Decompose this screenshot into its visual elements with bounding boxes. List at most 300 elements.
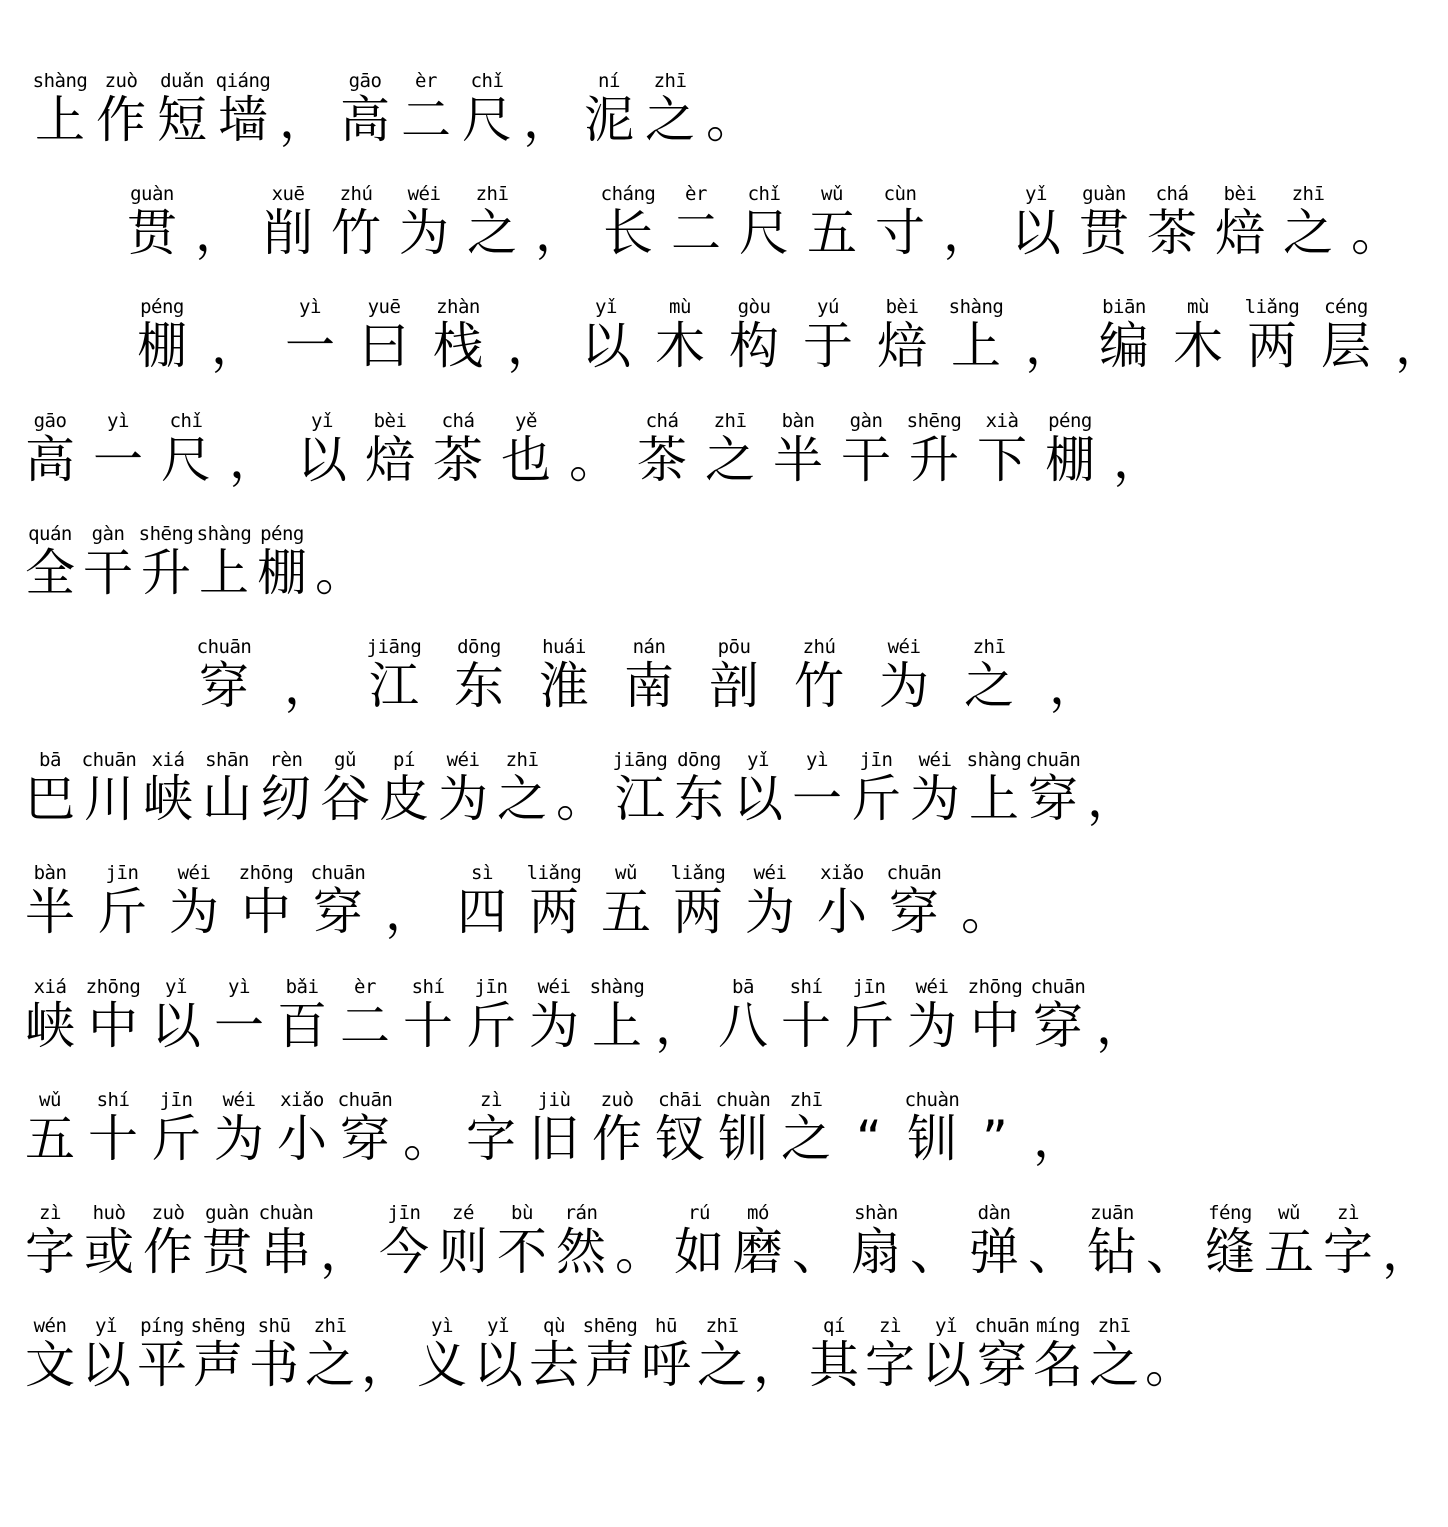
pinyin-annotation: guàn: [130, 183, 174, 206]
pinyin-annotation: jīn: [159, 1088, 193, 1111]
pinyin-annotation: chǐ: [747, 183, 781, 206]
character-token: [536, 634, 592, 744]
pinyin-annotation: jīn: [387, 1202, 421, 1224]
pinyin-annotation: dōng: [677, 749, 721, 772]
punctuation-glyph: ，: [507, 317, 557, 376]
hanzi-character: 上: [969, 770, 1019, 829]
pinyin-annotation: wéi: [446, 749, 480, 772]
pinyin-annotation: gòu: [737, 296, 771, 319]
hanzi-character: 编: [1099, 317, 1149, 376]
hanzi-character: 其: [809, 1336, 859, 1395]
pinyin-annotation: shēng: [906, 409, 962, 432]
pinyin-annotation: shēng: [582, 1315, 638, 1338]
hanzi-character: 二: [401, 91, 451, 149]
hanzi-character: 四: [457, 883, 507, 942]
pinyin-annotation: shí: [789, 975, 823, 998]
hanzi-character: 中: [88, 996, 138, 1055]
punctuation-glyph: ，: [1049, 657, 1099, 715]
character-token: [706, 634, 762, 744]
hanzi-character: 之: [697, 1336, 747, 1395]
hanzi-character: 构: [729, 317, 779, 376]
pinyin-annotation: dàn: [977, 1202, 1011, 1224]
hanzi-character: 五: [601, 883, 651, 942]
hanzi-character: 巴: [25, 770, 75, 829]
character-token: [196, 634, 252, 744]
punctuation-glyph: 。: [706, 91, 756, 149]
pinyin-annotation: zuān: [1090, 1202, 1134, 1224]
hanzi-character: 下: [977, 430, 1027, 489]
hanzi-character: 不: [497, 1223, 547, 1281]
hanzi-character: 名: [1033, 1336, 1083, 1395]
punctuation-glyph: “: [856, 1109, 882, 1168]
hanzi-character: 升: [141, 543, 191, 602]
hanzi-character: 木: [655, 317, 705, 376]
hanzi-character: 去: [529, 1336, 579, 1395]
punctuation-glyph: 。: [615, 1223, 665, 1281]
pinyin-annotation: shí: [411, 975, 445, 998]
pinyin-annotation: shū: [257, 1315, 291, 1338]
hanzi-character: 为: [438, 770, 488, 829]
pinyin-annotation: jīn: [859, 749, 893, 772]
hanzi-character: 作: [143, 1223, 193, 1281]
punctuation-mark: [1084, 747, 1140, 857]
character-token: [961, 634, 1017, 744]
pinyin-annotation: péng: [260, 522, 304, 545]
character-token: [459, 68, 515, 178]
hanzi-character: 焙: [365, 430, 415, 489]
punctuation-glyph: ，: [320, 1223, 370, 1281]
pinyin-annotation: yǐ: [165, 975, 187, 998]
character-token: [848, 1200, 904, 1310]
pinyin-annotation: chuān: [310, 862, 366, 885]
hanzi-character: 斤: [851, 770, 901, 829]
hanzi-character: 字: [25, 1223, 75, 1281]
pinyin-annotation: jīn: [852, 975, 886, 998]
hanzi-character: 泥: [584, 91, 634, 149]
hanzi-character: 茶: [637, 430, 687, 489]
character-token: [694, 1313, 750, 1423]
punctuation-glyph: ，: [1087, 770, 1137, 829]
hanzi-character: 平: [137, 1336, 187, 1395]
pinyin-annotation: mó: [747, 1202, 769, 1224]
pinyin-annotation: péng: [1048, 409, 1092, 432]
hanzi-character: 纫: [261, 770, 311, 829]
pinyin-annotation: péng: [140, 296, 184, 319]
hanzi-character: 短: [157, 91, 207, 149]
hanzi-character: 缝: [1205, 1223, 1255, 1281]
hanzi-character: 江: [369, 657, 419, 715]
character-token: [1320, 1200, 1376, 1310]
hanzi-character: 为: [910, 770, 960, 829]
hanzi-character: 之: [1283, 204, 1333, 263]
hanzi-character: 谷: [320, 770, 370, 829]
character-token: [966, 1200, 1022, 1310]
hanzi-character: 茶: [433, 430, 483, 489]
pinyin-annotation: huò: [92, 1202, 126, 1224]
pinyin-annotation: shàng: [589, 975, 645, 998]
hanzi-character: 五: [807, 204, 857, 263]
hanzi-character: 竹: [794, 657, 844, 715]
punctuation-mark: [1046, 634, 1102, 744]
punctuation-glyph: 。: [1351, 204, 1401, 263]
pinyin-annotation: wén: [33, 1315, 67, 1338]
hanzi-character: 一: [285, 317, 335, 376]
hanzi-character: 钏: [907, 1109, 957, 1168]
pinyin-annotation: chuān: [1025, 749, 1081, 772]
character-token: [310, 860, 366, 970]
pinyin-annotation: chāi: [658, 1088, 702, 1111]
pinyin-annotation: chuān: [337, 1088, 393, 1111]
pinyin-annotation: shēng: [190, 1315, 246, 1338]
hanzi-character: 淮: [539, 657, 589, 715]
pinyin-annotation: bù: [511, 1202, 533, 1224]
text-line-5: [0, 521, 1080, 631]
hanzi-character: 干: [83, 543, 133, 602]
hanzi-character: 之: [305, 1336, 355, 1395]
pinyin-annotation: guàn: [1082, 183, 1126, 206]
hanzi-character: 字: [1323, 1223, 1373, 1281]
pinyin-annotation: duǎn: [160, 70, 204, 92]
hanzi-character: 木: [1173, 317, 1223, 376]
pinyin-annotation: yǐ: [1025, 183, 1047, 206]
pinyin-annotation: yǐ: [935, 1315, 957, 1338]
character-token: [494, 747, 550, 857]
pinyin-annotation: qù: [543, 1315, 565, 1338]
hanzi-character: 全: [25, 543, 75, 602]
punctuation-glyph: ，: [1033, 1109, 1083, 1168]
pinyin-annotation: shàng: [32, 70, 88, 92]
pinyin-annotation: zhōng: [238, 862, 294, 885]
pinyin-annotation: yuē: [367, 296, 401, 319]
hanzi-character: 穿: [313, 883, 363, 942]
pinyin-annotation: mù: [1187, 296, 1209, 319]
pinyin-annotation: cháng: [600, 183, 656, 206]
punctuation-glyph: ，: [1395, 317, 1445, 376]
pinyin-annotation: pōu: [717, 636, 751, 658]
pinyin-annotation: zhú: [339, 183, 373, 206]
text-line-10: [0, 1087, 1083, 1197]
character-token: [258, 1200, 314, 1310]
text-line-3: [0, 294, 1445, 404]
hanzi-character: 小: [817, 883, 867, 942]
punctuation-mark: [1392, 294, 1448, 404]
pinyin-annotation: chuān: [886, 862, 942, 885]
hanzi-character: 斤: [97, 883, 147, 942]
hanzi-character: 棚: [1045, 430, 1095, 489]
punctuation-glyph: ，: [211, 317, 261, 376]
character-token: [791, 634, 847, 744]
hanzi-character: 升: [909, 430, 959, 489]
hanzi-character: 峡: [25, 996, 75, 1055]
character-token: [1025, 747, 1081, 857]
punctuation-mark: [1030, 1087, 1086, 1197]
hanzi-character: 然: [556, 1223, 606, 1281]
hanzi-character: 半: [773, 430, 823, 489]
pinyin-annotation: zhōng: [85, 975, 141, 998]
punctuation-glyph: ，: [943, 204, 993, 263]
hanzi-character: 焙: [877, 317, 927, 376]
pinyin-annotation: qiáng: [215, 70, 271, 92]
pinyin-annotation: liǎng: [670, 862, 726, 885]
pinyin-annotation: wéi: [887, 636, 921, 658]
hanzi-character: 穿: [1028, 770, 1078, 829]
hanzi-character: 为: [529, 996, 579, 1055]
text-line-1: [0, 68, 1080, 178]
hanzi-character: 弹: [969, 1223, 1019, 1281]
pinyin-annotation: chuān: [1030, 975, 1086, 998]
pinyin-annotation: wǔ: [821, 183, 843, 206]
punctuation-glyph: ，: [361, 1336, 411, 1395]
pinyin-annotation: ní: [598, 70, 620, 92]
pinyin-annotation: xuē: [271, 183, 305, 206]
pinyin-annotation: huái: [542, 636, 586, 658]
punctuation-glyph: 、: [792, 1223, 842, 1281]
character-token: [124, 181, 180, 291]
hanzi-character: 呼: [641, 1336, 691, 1395]
pinyin-annotation: shàn: [854, 1202, 898, 1224]
hanzi-character: 长: [603, 204, 653, 263]
pinyin-annotation: zì: [1337, 1202, 1359, 1224]
punctuation-mark: [703, 68, 759, 178]
pinyin-annotation: zuò: [151, 1202, 185, 1224]
pinyin-annotation: wéi: [918, 749, 952, 772]
punctuation-glyph: ，: [284, 657, 334, 715]
hanzi-character: 削: [263, 204, 313, 263]
pinyin-annotation: gàn: [91, 522, 125, 545]
text-line-8: [0, 860, 1080, 970]
hanzi-character: 之: [645, 91, 695, 149]
punctuation-glyph: 。: [556, 770, 606, 829]
hanzi-character: 南: [624, 657, 674, 715]
punctuation-mark: [1110, 408, 1166, 518]
pinyin-annotation: wéi: [537, 975, 571, 998]
pinyin-annotation: wǔ: [615, 862, 637, 885]
hanzi-character: 一: [93, 430, 143, 489]
punctuation-glyph: ，: [279, 91, 329, 149]
character-token: [134, 294, 190, 404]
hanzi-character: 穿: [1033, 996, 1083, 1055]
pinyin-annotation: zhī: [1097, 1315, 1131, 1338]
hanzi-character: 字: [466, 1109, 516, 1168]
pinyin-annotation: xiǎo: [820, 862, 864, 885]
hanzi-character: 棚: [257, 543, 307, 602]
hanzi-character: 东: [674, 770, 724, 829]
character-token: [589, 974, 645, 1084]
hanzi-character: 两: [529, 883, 579, 942]
hanzi-character: 之: [705, 430, 755, 489]
pinyin-annotation: bàn: [33, 862, 67, 885]
text-line-12: [0, 1313, 1195, 1423]
hanzi-character: 穿: [340, 1109, 390, 1168]
text-line-9: [0, 974, 1146, 1084]
pinyin-annotation: liǎng: [1244, 296, 1300, 319]
punctuation-mark: [1093, 974, 1149, 1084]
punctuation-mark: [1379, 1200, 1435, 1310]
character-token: [621, 634, 677, 744]
text-line-11: [0, 1200, 1432, 1310]
hanzi-character: 以: [581, 317, 631, 376]
punctuation-mark: [1142, 1313, 1198, 1423]
hanzi-character: 高: [340, 91, 390, 149]
hanzi-character: 为: [399, 204, 449, 263]
pinyin-annotation: bèi: [885, 296, 919, 319]
text-line-7: [0, 747, 1137, 857]
punctuation-glyph: ，: [535, 204, 585, 263]
punctuation-glyph: 、: [1146, 1223, 1196, 1281]
hanzi-character: 为: [907, 996, 957, 1055]
pinyin-annotation: céng: [1324, 296, 1368, 319]
pinyin-annotation: yì: [806, 749, 828, 772]
hanzi-character: 于: [803, 317, 853, 376]
hanzi-character: 焙: [1215, 204, 1265, 263]
character-token: [948, 294, 1004, 404]
pinyin-annotation: yǐ: [595, 296, 617, 319]
pinyin-annotation: zuò: [104, 70, 138, 92]
hanzi-character: 之: [781, 1109, 831, 1168]
hanzi-character: 旧: [529, 1109, 579, 1168]
pinyin-annotation: míng: [1036, 1315, 1080, 1338]
hanzi-character: 穿: [889, 883, 939, 942]
hanzi-character: 字: [865, 1336, 915, 1395]
pinyin-annotation: chuàn: [715, 1088, 771, 1111]
pinyin-annotation: biān: [1102, 296, 1146, 319]
pinyin-annotation: gǔ: [334, 749, 356, 772]
hanzi-character: 十: [403, 996, 453, 1055]
pinyin-annotation: píng: [140, 1315, 184, 1338]
hanzi-character: 二: [671, 204, 721, 263]
pinyin-annotation: gāo: [33, 409, 67, 432]
hanzi-character: 尺: [161, 430, 211, 489]
pinyin-annotation: bàn: [781, 409, 815, 432]
pinyin-annotation: rú: [688, 1202, 710, 1224]
punctuation-mark: [967, 1087, 1023, 1197]
punctuation-glyph: ，: [1025, 317, 1075, 376]
pinyin-annotation: chuàn: [258, 1202, 314, 1224]
hanzi-character: 棚: [137, 317, 187, 376]
hanzi-character: 五: [25, 1109, 75, 1168]
hanzi-character: 墙: [218, 91, 268, 149]
punctuation-glyph: ，: [655, 996, 705, 1055]
pinyin-annotation: zhī: [705, 1315, 739, 1338]
pinyin-annotation: gàn: [849, 409, 883, 432]
hanzi-character: 之: [467, 204, 517, 263]
hanzi-character: 书: [249, 1336, 299, 1395]
hanzi-character: 两: [673, 883, 723, 942]
pinyin-annotation: nán: [632, 636, 666, 658]
pinyin-annotation: chuān: [81, 749, 137, 772]
hanzi-character: 如: [674, 1223, 724, 1281]
pinyin-annotation: shàng: [966, 749, 1022, 772]
hanzi-character: 穿: [199, 657, 249, 715]
character-token: [778, 1087, 834, 1197]
pinyin-annotation: chá: [1155, 183, 1189, 206]
hanzi-character: 作: [96, 91, 146, 149]
pinyin-annotation: yǐ: [311, 409, 333, 432]
punctuation-glyph: ，: [523, 91, 573, 149]
hanzi-character: 小: [277, 1109, 327, 1168]
pinyin-annotation: shàng: [948, 296, 1004, 319]
character-token: [1030, 974, 1086, 1084]
pinyin-annotation: féng: [1208, 1202, 1252, 1224]
hanzi-character: 山: [202, 770, 252, 829]
hanzi-character: 以: [921, 1336, 971, 1395]
punctuation-mark: [1348, 181, 1404, 291]
punctuation-mark: [958, 860, 1014, 970]
pinyin-annotation: rán: [564, 1202, 598, 1224]
punctuation-glyph: ，: [229, 430, 279, 489]
pinyin-annotation: zhī: [475, 183, 509, 206]
punctuation-glyph: ，: [1382, 1223, 1432, 1281]
pinyin-annotation: chuān: [974, 1315, 1030, 1338]
hanzi-character: 尺: [462, 91, 512, 149]
pinyin-annotation: xiǎo: [280, 1088, 324, 1111]
hanzi-character: 穿: [977, 1336, 1027, 1395]
pinyin-annotation: xiá: [151, 749, 185, 772]
pinyin-annotation: wéi: [753, 862, 787, 885]
character-token: [254, 521, 310, 631]
pinyin-annotation: gāo: [348, 70, 382, 92]
punctuation-glyph: ”: [982, 1109, 1008, 1168]
hanzi-character: 义: [417, 1336, 467, 1395]
character-token: [215, 68, 271, 178]
hanzi-character: 也: [501, 430, 551, 489]
pinyin-annotation: zhī: [505, 749, 539, 772]
hanzi-character: 声: [193, 1336, 243, 1395]
character-token: [1318, 294, 1374, 404]
character-token: [337, 1087, 393, 1197]
character-token: [1042, 408, 1098, 518]
hanzi-character: 扇: [851, 1223, 901, 1281]
hanzi-character: 栈: [433, 317, 483, 376]
pinyin-annotation: èr: [354, 975, 376, 998]
pinyin-annotation: wéi: [177, 862, 211, 885]
punctuation-glyph: 。: [315, 543, 365, 602]
pinyin-annotation: zhú: [802, 636, 836, 658]
pinyin-annotation: wéi: [915, 975, 949, 998]
pinyin-annotation: zì: [39, 1202, 61, 1224]
hanzi-character: 为: [879, 657, 929, 715]
hanzi-character: 层: [1321, 317, 1371, 376]
hanzi-character: 一: [214, 996, 264, 1055]
hanzi-character: 半: [25, 883, 75, 942]
pinyin-annotation: chuàn: [904, 1088, 960, 1111]
pinyin-annotation: zì: [480, 1088, 502, 1111]
hanzi-character: 尺: [739, 204, 789, 263]
character-token: [1086, 1313, 1142, 1423]
punctuation-glyph: 。: [1145, 1336, 1195, 1395]
pinyin-annotation: bèi: [373, 409, 407, 432]
character-token: [872, 181, 928, 291]
pinyin-annotation: zì: [879, 1315, 901, 1338]
hanzi-character: 东: [454, 657, 504, 715]
pinyin-annotation: shàng: [196, 522, 252, 545]
character-token: [366, 634, 422, 744]
hanzi-character: 斤: [466, 996, 516, 1055]
pinyin-annotation: yú: [817, 296, 839, 319]
pinyin-annotation: dōng: [457, 636, 501, 658]
hanzi-character: 上: [35, 91, 85, 149]
hanzi-character: 为: [214, 1109, 264, 1168]
pinyin-annotation: quán: [28, 522, 72, 545]
hanzi-character: 为: [169, 883, 219, 942]
pinyin-annotation: jiāng: [612, 749, 668, 772]
pinyin-annotation: èr: [685, 183, 707, 206]
hanzi-character: 之: [497, 770, 547, 829]
hanzi-character: 或: [84, 1223, 134, 1281]
hanzi-character: 十: [88, 1109, 138, 1168]
hanzi-character: 上: [951, 317, 1001, 376]
hanzi-character: 斤: [151, 1109, 201, 1168]
